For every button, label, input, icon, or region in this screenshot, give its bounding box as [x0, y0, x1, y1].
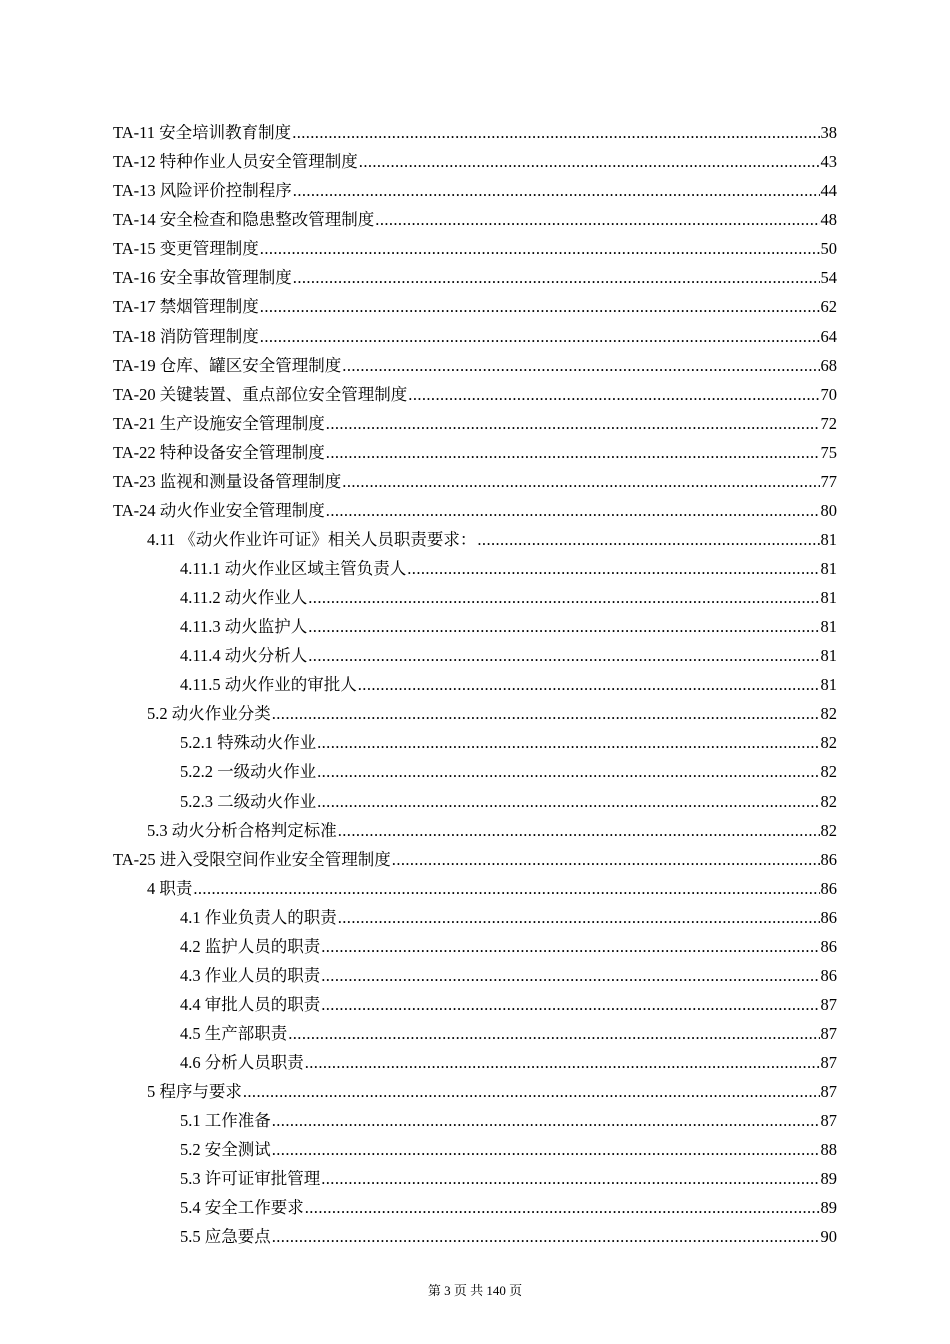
- toc-entry-title: 5.2.3 二级动火作业: [180, 791, 317, 811]
- toc-entry-title: 4 职责: [147, 878, 193, 898]
- toc-entry-page-number: 44: [820, 181, 837, 201]
- toc-dot-leader: [326, 443, 820, 463]
- toc-entry-page-number: 86: [820, 965, 837, 985]
- toc-entry-page-number: 81: [820, 529, 837, 549]
- toc-dot-leader: [407, 559, 819, 579]
- toc-entry-title: 4.11.4 动火分析人: [180, 646, 308, 666]
- toc-entry-title: 5.5 应急要点: [180, 1227, 271, 1247]
- toc-dot-leader: [342, 356, 819, 376]
- toc-entry-page-number: 81: [820, 588, 837, 608]
- toc-entry-title: TA-23 监视和测量设备管理制度: [113, 471, 342, 491]
- toc-dot-leader: [272, 704, 820, 724]
- toc-entry[interactable]: [113, 899, 837, 928]
- toc-dot-leader: [260, 239, 820, 259]
- toc-entry-page-number: 82: [820, 762, 837, 782]
- toc-dot-leader: [243, 1082, 820, 1102]
- toc-entry[interactable]: [113, 259, 837, 288]
- toc-dot-leader: [358, 675, 820, 695]
- toc-entry-page-number: 82: [820, 820, 837, 840]
- toc-entry-page-number: 87: [820, 1053, 837, 1073]
- toc-entry-title: 4.11.1 动火作业区域主管负责人: [180, 559, 407, 578]
- toc-dot-leader: [321, 995, 819, 1015]
- toc-entry[interactable]: [113, 986, 837, 1015]
- toc-dot-leader: [321, 1169, 819, 1189]
- toc-entry[interactable]: [113, 376, 837, 405]
- toc-dot-leader: [326, 414, 820, 434]
- toc-dot-leader: [326, 501, 820, 521]
- toc-entry-page-number: 43: [820, 152, 837, 172]
- toc-entry-title: TA-17 禁烟管理制度: [113, 297, 259, 317]
- toc-entry-page-number: 75: [820, 442, 837, 462]
- toc-entry-page-number: 81: [820, 559, 837, 578]
- toc-entry-title: TA-20 关键装置、重点部位安全管理制度: [113, 384, 408, 404]
- toc-entry[interactable]: [113, 288, 837, 317]
- toc-entry-page-number: 88: [820, 1140, 837, 1160]
- toc-entry-title: 4.11.5 动火作业的审批人: [180, 675, 357, 695]
- toc-entry-page-number: 87: [820, 1111, 837, 1131]
- toc-entry[interactable]: [113, 1160, 837, 1189]
- toc-entry-title: 4.1 作业负责人的职责: [180, 907, 337, 927]
- toc-dot-leader: [272, 1227, 820, 1247]
- toc-entry-page-number: 80: [820, 500, 837, 520]
- page-footer: 第 3 页 共 140 页: [427, 1283, 523, 1298]
- toc-entry[interactable]: [113, 666, 837, 695]
- toc-entry-title: 5.3 许可证审批管理: [180, 1169, 321, 1189]
- toc-entry-title: 4.5 生产部职责: [180, 1024, 288, 1043]
- toc-entry[interactable]: [113, 724, 837, 753]
- toc-entry-page-number: 38: [820, 123, 837, 143]
- toc-dot-leader: [272, 1140, 820, 1160]
- toc-dot-leader: [359, 152, 820, 172]
- toc-entry[interactable]: [113, 347, 837, 376]
- toc-dot-leader: [293, 268, 820, 288]
- toc-entry-page-number: 86: [820, 849, 837, 869]
- toc-dot-leader: [408, 385, 819, 405]
- toc-dot-leader: [305, 1198, 820, 1218]
- toc-entry-title: TA-13 风险评价控制程序: [113, 181, 292, 201]
- toc-entry-title: 4.4 审批人员的职责: [180, 994, 321, 1014]
- toc-entry-page-number: 72: [820, 413, 837, 433]
- toc-entry-title: 4.2 监护人员的职责: [180, 936, 321, 956]
- toc-entry-page-number: 82: [820, 791, 837, 811]
- toc-dot-leader: [338, 908, 820, 928]
- toc-entry[interactable]: [113, 550, 837, 579]
- toc-entry-page-number: 87: [820, 1082, 837, 1102]
- toc-entry-page-number: 82: [820, 704, 837, 724]
- toc-entry-page-number: 70: [820, 384, 837, 404]
- toc-entry[interactable]: [113, 782, 837, 811]
- toc-entry[interactable]: [113, 172, 837, 201]
- toc-entry-page-number: 81: [820, 675, 837, 695]
- toc-dot-leader: [477, 530, 819, 550]
- toc-entry[interactable]: [113, 841, 837, 870]
- toc-entry-title: TA-19 仓库、罐区安全管理制度: [113, 355, 342, 375]
- toc-entry[interactable]: [113, 957, 837, 986]
- toc-entry[interactable]: [113, 637, 837, 666]
- toc-dot-leader: [317, 762, 819, 782]
- toc-entry[interactable]: [113, 521, 837, 550]
- toc-entry-page-number: 87: [820, 1024, 837, 1043]
- toc-entry-page-number: 82: [820, 733, 837, 753]
- table-of-contents: [113, 114, 837, 1247]
- toc-dot-leader: [305, 1053, 820, 1073]
- toc-entry[interactable]: [113, 1102, 837, 1131]
- toc-entry[interactable]: [113, 928, 837, 957]
- toc-entry-title: 5.2 动火作业分类: [147, 704, 271, 724]
- toc-entry-page-number: 77: [820, 471, 837, 491]
- toc-entry[interactable]: [113, 1073, 837, 1102]
- toc-entry-title: 4.11.3 动火监护人: [180, 617, 308, 637]
- toc-entry[interactable]: [113, 1189, 837, 1218]
- toc-entry[interactable]: [113, 114, 837, 143]
- toc-entry-page-number: 86: [820, 878, 837, 898]
- toc-entry-title: TA-16 安全事故管理制度: [113, 268, 292, 288]
- toc-entry-title: TA-25 进入受限空间作业安全管理制度: [113, 849, 391, 869]
- toc-entry-title: 4.3 作业人员的职责: [180, 965, 321, 985]
- toc-dot-leader: [272, 1111, 820, 1131]
- toc-entry-title: TA-22 特种设备安全管理制度: [113, 442, 325, 462]
- toc-entry-page-number: 68: [820, 355, 837, 375]
- toc-dot-leader: [260, 327, 820, 347]
- toc-entry[interactable]: [113, 579, 837, 608]
- toc-dot-leader: [288, 1024, 819, 1044]
- toc-dot-leader: [308, 588, 819, 608]
- toc-entry[interactable]: [113, 143, 837, 172]
- toc-dot-leader: [321, 966, 819, 986]
- toc-entry-title: 4.11 《动火作业许可证》相关人员职责要求：: [147, 529, 477, 549]
- toc-entry[interactable]: [113, 201, 837, 230]
- toc-entry-page-number: 48: [820, 210, 837, 230]
- toc-dot-leader: [193, 879, 819, 899]
- toc-entry-title: 5.3 动火分析合格判定标准: [147, 820, 337, 840]
- toc-dot-leader: [317, 792, 819, 812]
- toc-entry-title: 5 程序与要求: [147, 1082, 242, 1102]
- toc-entry[interactable]: [113, 317, 837, 346]
- toc-dot-leader: [392, 850, 820, 870]
- toc-entry-title: 5.4 安全工作要求: [180, 1198, 304, 1218]
- toc-entry[interactable]: [113, 405, 837, 434]
- toc-dot-leader: [375, 210, 819, 230]
- toc-entry[interactable]: [113, 812, 837, 841]
- toc-entry-page-number: 90: [820, 1227, 837, 1247]
- toc-entry-page-number: 54: [820, 268, 837, 288]
- toc-dot-leader: [293, 181, 820, 201]
- toc-entry-title: TA-15 变更管理制度: [113, 239, 259, 259]
- toc-entry[interactable]: [113, 1131, 837, 1160]
- toc-entry-title: 4.11.2 动火作业人: [180, 588, 308, 608]
- toc-entry[interactable]: [113, 463, 837, 492]
- toc-dot-leader: [308, 617, 819, 637]
- toc-entry-title: TA-14 安全检查和隐患整改管理制度: [113, 210, 375, 230]
- toc-entry-title: TA-21 生产设施安全管理制度: [113, 413, 325, 433]
- toc-entry-page-number: 62: [820, 297, 837, 317]
- toc-entry-title: 5.2.1 特殊动火作业: [180, 733, 317, 753]
- toc-entry[interactable]: [113, 1044, 837, 1073]
- toc-entry[interactable]: [113, 695, 837, 724]
- toc-entry-page-number: 87: [820, 994, 837, 1014]
- toc-entry[interactable]: [113, 608, 837, 637]
- toc-entry-page-number: 50: [820, 239, 837, 259]
- toc-entry-title: 5.1 工作准备: [180, 1111, 271, 1131]
- toc-entry[interactable]: [113, 870, 837, 899]
- toc-dot-leader: [308, 646, 819, 666]
- toc-entry-title: 5.2 安全测试: [180, 1140, 271, 1160]
- toc-entry[interactable]: [113, 1218, 837, 1247]
- toc-dot-leader: [317, 733, 819, 753]
- toc-entry-page-number: 89: [820, 1198, 837, 1218]
- toc-dot-leader: [338, 821, 820, 841]
- toc-entry-title: TA-12 特种作业人员安全管理制度: [113, 152, 358, 172]
- toc-entry-page-number: 86: [820, 936, 837, 956]
- toc-entry-page-number: 81: [820, 646, 837, 666]
- toc-dot-leader: [292, 123, 819, 143]
- toc-dot-leader: [342, 472, 819, 492]
- toc-entry-title: 5.2.2 一级动火作业: [180, 762, 317, 782]
- toc-entry[interactable]: [113, 434, 837, 463]
- toc-entry-title: TA-24 动火作业安全管理制度: [113, 500, 325, 520]
- toc-dot-leader: [260, 297, 820, 317]
- toc-entry-title: TA-18 消防管理制度: [113, 326, 259, 346]
- toc-dot-leader: [321, 937, 819, 957]
- toc-entry-page-number: 89: [820, 1169, 837, 1189]
- toc-entry[interactable]: [113, 492, 837, 521]
- toc-entry[interactable]: [113, 753, 837, 782]
- toc-entry-title: 4.6 分析人员职责: [180, 1053, 304, 1073]
- toc-entry-page-number: 64: [820, 326, 837, 346]
- toc-entry-page-number: 81: [820, 617, 837, 637]
- toc-entry[interactable]: [113, 1015, 837, 1044]
- toc-entry-title: TA-11 安全培训教育制度: [113, 123, 292, 143]
- toc-entry[interactable]: [113, 230, 837, 259]
- toc-entry-page-number: 86: [820, 907, 837, 927]
